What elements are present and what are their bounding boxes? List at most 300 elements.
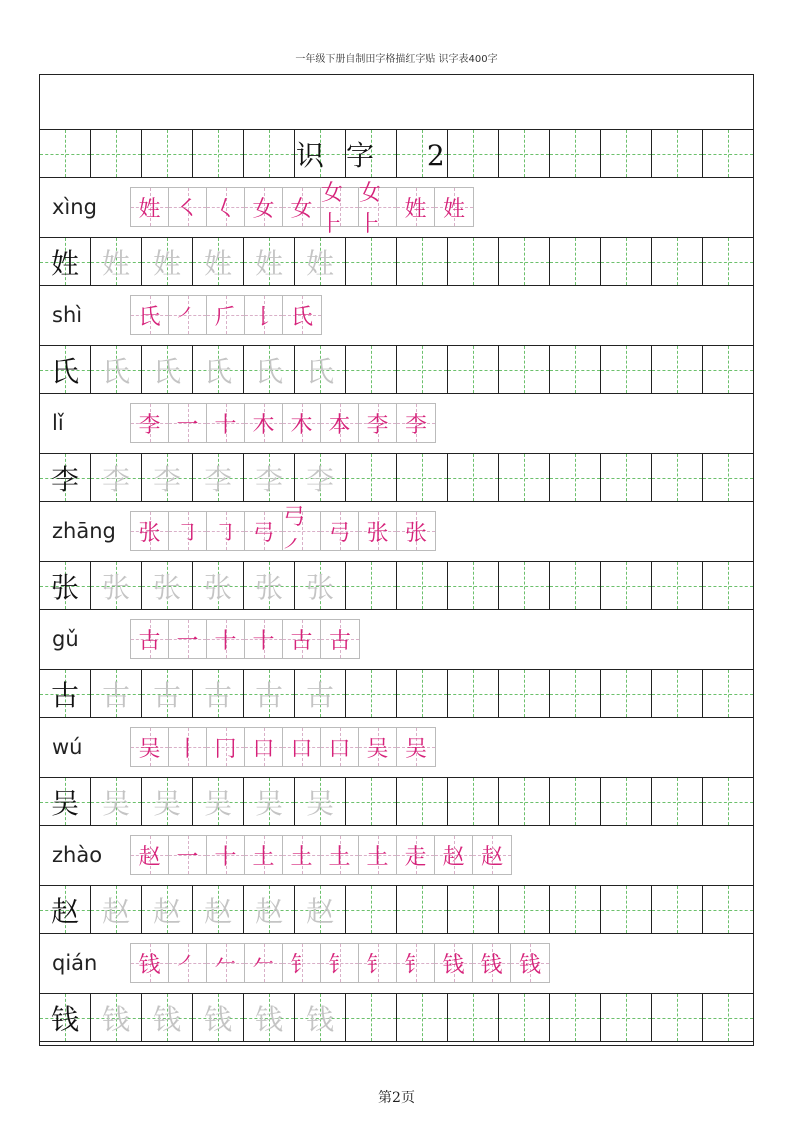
model-character: 李 — [50, 462, 79, 496]
lesson-title: 识字 2 — [296, 138, 467, 172]
model-character: 古 — [50, 678, 79, 712]
stroke-step — [245, 512, 283, 550]
stroke-step — [359, 944, 397, 982]
trace-character: 姓 — [254, 246, 283, 280]
trace-character: 赵 — [101, 894, 130, 928]
stroke-glyph: 木 — [252, 412, 275, 438]
trace-character: 氏 — [305, 354, 334, 388]
trace-character: 古 — [305, 678, 334, 712]
stroke-glyph: 十 — [214, 412, 237, 438]
trace-character-cell — [193, 670, 244, 717]
blank-practice-cell — [550, 994, 601, 1041]
grid-cell — [40, 130, 91, 177]
stroke-step — [131, 512, 169, 550]
blank-practice-cell — [703, 346, 753, 393]
blank-practice-cell — [601, 238, 652, 285]
stroke-glyph: 土 — [366, 844, 389, 870]
trace-character-cell — [193, 994, 244, 1041]
stroke-step — [131, 836, 169, 874]
model-character: 姓 — [50, 246, 79, 280]
blank-practice-cell — [652, 670, 703, 717]
stroke-step — [207, 728, 245, 766]
stroke-order-strip — [130, 505, 436, 561]
stroke-glyph: 古 — [138, 628, 161, 654]
pinyin-label: zhāng — [52, 519, 116, 543]
stroke-step — [397, 728, 435, 766]
stroke-glyph: 姓 — [404, 196, 427, 222]
model-character-cell — [40, 346, 91, 393]
stroke-step — [169, 296, 207, 334]
blank-practice-cell — [703, 238, 753, 285]
trace-character-cell — [193, 346, 244, 393]
stroke-step — [283, 505, 321, 561]
stroke-step — [169, 512, 207, 550]
stroke-step — [207, 620, 245, 658]
practice-grid-row — [40, 561, 753, 609]
stroke-step — [321, 512, 359, 550]
model-character-cell — [40, 670, 91, 717]
stroke-step — [245, 728, 283, 766]
trace-character: 李 — [101, 462, 130, 496]
stroke-step — [283, 836, 321, 874]
stroke-glyph: 吴 — [404, 736, 427, 762]
stroke-glyph: 十 — [214, 628, 237, 654]
stroke-step — [473, 944, 511, 982]
practice-grid-row — [40, 669, 753, 717]
trace-character-cell — [295, 778, 346, 825]
blank-practice-cell — [448, 454, 499, 501]
grid-cell — [91, 130, 142, 177]
stroke-glyph: 姓 — [442, 196, 465, 222]
practice-grid-row — [40, 453, 753, 501]
trace-character: 张 — [305, 570, 334, 604]
trace-character-cell — [142, 994, 193, 1041]
stroke-glyph: 土 — [290, 844, 313, 870]
stroke-step — [283, 620, 321, 658]
trace-character: 氏 — [152, 354, 181, 388]
stroke-glyph: 土 — [252, 844, 275, 870]
stroke-glyph: 张 — [404, 520, 427, 546]
stroke-glyph: 冂 — [214, 736, 237, 762]
stroke-step — [207, 404, 245, 442]
stroke-step — [435, 836, 473, 874]
blank-practice-cell — [601, 994, 652, 1041]
trace-character-cell — [244, 778, 295, 825]
trace-character: 吴 — [254, 786, 283, 820]
grid-cell — [193, 130, 244, 177]
stroke-step — [359, 836, 397, 874]
trace-character: 古 — [254, 678, 283, 712]
trace-character-cell — [142, 238, 193, 285]
trace-character: 吴 — [203, 786, 232, 820]
blank-practice-cell — [397, 994, 448, 1041]
trace-character: 钱 — [152, 1002, 181, 1036]
blank-practice-cell — [703, 994, 753, 1041]
stroke-order-strip — [130, 295, 322, 335]
stroke-step — [131, 620, 169, 658]
trace-character: 李 — [203, 462, 232, 496]
grid-cell — [550, 130, 601, 177]
stroke-step — [207, 188, 245, 226]
blank-practice-cell — [652, 454, 703, 501]
trace-character: 李 — [152, 462, 181, 496]
trace-character-cell — [193, 562, 244, 609]
model-character: 吴 — [50, 786, 79, 820]
trace-character-cell — [91, 886, 142, 933]
stroke-glyph: 𠂆 — [214, 304, 237, 330]
stroke-glyph: 女 — [252, 196, 275, 222]
stroke-step — [283, 404, 321, 442]
stroke-glyph: 女 — [290, 196, 313, 222]
stroke-step — [283, 728, 321, 766]
grid-cell — [499, 130, 550, 177]
trace-character: 氏 — [203, 354, 232, 388]
blank-practice-cell — [499, 562, 550, 609]
trace-character-cell — [193, 778, 244, 825]
stroke-step — [283, 188, 321, 226]
blank-practice-cell — [703, 778, 753, 825]
stroke-glyph: 吴 — [138, 736, 161, 762]
trace-character: 钱 — [254, 1002, 283, 1036]
stroke-glyph: 弓㇒ — [283, 505, 306, 561]
stroke-step — [321, 620, 359, 658]
trace-character-cell — [244, 670, 295, 717]
stroke-glyph: 钱 — [518, 952, 541, 978]
stroke-glyph: ㇆ — [176, 520, 199, 546]
stroke-step — [169, 620, 207, 658]
trace-character: 吴 — [152, 786, 181, 820]
trace-character: 张 — [101, 570, 130, 604]
model-character: 赵 — [50, 894, 79, 928]
stroke-step — [397, 404, 435, 442]
stroke-glyph: 古 — [328, 628, 351, 654]
page-number: 第2页 — [378, 1090, 415, 1106]
stroke-glyph: 吴 — [366, 736, 389, 762]
trace-character: 姓 — [305, 246, 334, 280]
stroke-step — [207, 296, 245, 334]
grid-cell — [652, 130, 703, 177]
trace-character-cell — [142, 886, 193, 933]
blank-practice-cell — [601, 670, 652, 717]
blank-practice-cell — [652, 778, 703, 825]
trace-character-cell — [244, 346, 295, 393]
pinyin-label: wú — [52, 735, 83, 759]
trace-character: 姓 — [152, 246, 181, 280]
model-character: 钱 — [50, 1002, 79, 1036]
model-character: 张 — [50, 570, 79, 604]
model-character-cell — [40, 994, 91, 1041]
stroke-order-strip — [130, 181, 474, 237]
stroke-glyph: 张 — [366, 520, 389, 546]
trace-character: 张 — [254, 570, 283, 604]
pinyin-row — [40, 825, 753, 885]
trace-character: 赵 — [254, 894, 283, 928]
trace-character: 姓 — [101, 246, 130, 280]
stroke-glyph: 钱 — [480, 952, 503, 978]
stroke-glyph: 女⺊ — [321, 181, 344, 237]
blank-practice-cell — [550, 454, 601, 501]
blank-practice-cell — [448, 238, 499, 285]
stroke-glyph: 氏 — [138, 304, 161, 330]
trace-character: 吴 — [305, 786, 334, 820]
trace-character-cell — [244, 994, 295, 1041]
trace-character-cell — [244, 562, 295, 609]
stroke-step — [245, 620, 283, 658]
trace-character-cell — [193, 238, 244, 285]
pinyin-label: qián — [52, 951, 98, 975]
blank-practice-cell — [601, 778, 652, 825]
trace-character-cell — [91, 562, 142, 609]
trace-character-cell — [295, 562, 346, 609]
trace-character: 钱 — [203, 1002, 232, 1036]
blank-practice-cell — [550, 238, 601, 285]
stroke-step — [397, 188, 435, 226]
blank-practice-cell — [397, 562, 448, 609]
pinyin-label: gǔ — [52, 627, 79, 651]
trace-character: 吴 — [101, 786, 130, 820]
blank-practice-cell — [448, 346, 499, 393]
trace-character: 李 — [254, 462, 283, 496]
grid-cell — [601, 130, 652, 177]
stroke-step — [321, 181, 359, 237]
trace-character-cell — [244, 454, 295, 501]
stroke-glyph: 钅 — [290, 952, 313, 978]
stroke-glyph: 一 — [176, 628, 199, 654]
trace-character-cell — [91, 346, 142, 393]
trace-character: 氏 — [101, 354, 130, 388]
stroke-glyph: ㇆ — [214, 520, 237, 546]
practice-grid-row — [40, 885, 753, 933]
blank-practice-cell — [703, 562, 753, 609]
stroke-glyph: 钱 — [442, 952, 465, 978]
trace-character-cell — [295, 346, 346, 393]
stroke-step — [283, 296, 321, 334]
trace-character-cell — [295, 886, 346, 933]
practice-grid-row — [40, 237, 753, 285]
blank-practice-cell — [550, 670, 601, 717]
blank-practice-cell — [448, 670, 499, 717]
stroke-glyph: 张 — [138, 520, 161, 546]
pinyin-label: shì — [52, 303, 83, 327]
stroke-step — [245, 836, 283, 874]
trace-character-cell — [142, 778, 193, 825]
trace-character: 古 — [152, 678, 181, 712]
blank-practice-cell — [346, 238, 397, 285]
blank-practice-cell — [346, 778, 397, 825]
blank-practice-cell — [703, 670, 753, 717]
blank-practice-cell — [397, 778, 448, 825]
stroke-glyph: 口 — [252, 736, 275, 762]
stroke-order-strip — [130, 943, 550, 983]
trace-character-cell — [142, 346, 193, 393]
stroke-step — [245, 944, 283, 982]
trace-character-cell — [142, 454, 193, 501]
stroke-glyph: 本 — [328, 412, 351, 438]
blank-practice-cell — [499, 778, 550, 825]
trace-character: 赵 — [203, 894, 232, 928]
trace-character-cell — [142, 562, 193, 609]
pinyin-label: zhào — [52, 843, 103, 867]
trace-character-cell — [91, 778, 142, 825]
stroke-glyph: 口 — [328, 736, 351, 762]
blank-practice-cell — [346, 346, 397, 393]
grid-cell — [244, 130, 295, 177]
trace-character-cell — [91, 454, 142, 501]
model-character-cell — [40, 454, 91, 501]
stroke-step — [397, 944, 435, 982]
practice-grid-row — [40, 345, 753, 393]
stroke-step — [131, 404, 169, 442]
stroke-glyph: 弓 — [328, 520, 351, 546]
stroke-step — [359, 728, 397, 766]
blank-practice-cell — [448, 994, 499, 1041]
practice-sheet — [39, 74, 754, 1046]
trace-character: 李 — [305, 462, 334, 496]
stroke-glyph: 𠂉 — [252, 952, 275, 978]
trace-character: 张 — [203, 570, 232, 604]
stroke-glyph: ㇒ — [176, 304, 199, 330]
blank-practice-cell — [448, 778, 499, 825]
lesson-title-row — [40, 129, 753, 177]
stroke-glyph: 土 — [328, 844, 351, 870]
trace-character: 钱 — [101, 1002, 130, 1036]
stroke-glyph: 赵 — [138, 844, 161, 870]
trace-character-cell — [193, 886, 244, 933]
stroke-step — [511, 944, 549, 982]
trace-character-cell — [295, 670, 346, 717]
blank-practice-cell — [397, 670, 448, 717]
stroke-step — [207, 944, 245, 982]
stroke-step — [359, 404, 397, 442]
stroke-step — [283, 944, 321, 982]
trace-character: 赵 — [152, 894, 181, 928]
stroke-step — [245, 188, 283, 226]
stroke-glyph: ㇒ — [176, 952, 199, 978]
trace-character-cell — [244, 886, 295, 933]
stroke-glyph: 古 — [290, 628, 313, 654]
stroke-step — [131, 728, 169, 766]
stroke-step — [169, 404, 207, 442]
trace-character-cell — [244, 238, 295, 285]
practice-grid-row — [40, 777, 753, 825]
stroke-step — [397, 836, 435, 874]
grid-cell — [703, 130, 753, 177]
stroke-glyph: 李 — [366, 412, 389, 438]
blank-practice-cell — [346, 994, 397, 1041]
trace-character: 张 — [152, 570, 181, 604]
stroke-step — [321, 944, 359, 982]
blank-practice-cell — [397, 346, 448, 393]
trace-character-cell — [295, 994, 346, 1041]
blank-practice-cell — [601, 562, 652, 609]
stroke-step — [321, 728, 359, 766]
blank-practice-cell — [499, 670, 550, 717]
trace-character-cell — [295, 454, 346, 501]
blank-practice-cell — [601, 886, 652, 933]
stroke-step — [169, 728, 207, 766]
stroke-step — [131, 188, 169, 226]
stroke-glyph: 钅 — [328, 952, 351, 978]
blank-practice-cell — [550, 562, 601, 609]
blank-practice-cell — [703, 886, 753, 933]
blank-practice-cell — [652, 886, 703, 933]
stroke-step — [131, 944, 169, 982]
trace-character: 赵 — [305, 894, 334, 928]
blank-practice-cell — [346, 670, 397, 717]
model-character-cell — [40, 562, 91, 609]
stroke-glyph: 氏 — [290, 304, 313, 330]
blank-practice-cell — [601, 346, 652, 393]
pinyin-row — [40, 393, 753, 453]
model-character: 氏 — [50, 354, 79, 388]
stroke-order-strip — [130, 727, 436, 767]
blank-practice-cell — [652, 238, 703, 285]
grid-cell — [142, 130, 193, 177]
blank-practice-cell — [499, 994, 550, 1041]
trace-character-cell — [91, 994, 142, 1041]
trace-character: 姓 — [203, 246, 232, 280]
stroke-glyph: 姓 — [138, 196, 161, 222]
stroke-step — [207, 836, 245, 874]
trace-character: 钱 — [305, 1002, 334, 1036]
trace-character-cell — [193, 454, 244, 501]
blank-practice-cell — [397, 886, 448, 933]
stroke-glyph: 赵 — [442, 844, 465, 870]
stroke-glyph: 钅 — [366, 952, 389, 978]
blank-practice-cell — [652, 346, 703, 393]
blank-practice-cell — [448, 562, 499, 609]
trace-character-cell — [91, 670, 142, 717]
stroke-step — [321, 404, 359, 442]
stroke-step — [169, 944, 207, 982]
blank-practice-cell — [550, 886, 601, 933]
stroke-glyph: 木 — [290, 412, 313, 438]
model-character-cell — [40, 886, 91, 933]
stroke-step — [435, 944, 473, 982]
trace-character-cell — [142, 670, 193, 717]
stroke-step — [245, 404, 283, 442]
model-character-cell — [40, 238, 91, 285]
blank-practice-cell — [397, 238, 448, 285]
pinyin-row — [40, 177, 753, 237]
stroke-step — [359, 181, 397, 237]
stroke-glyph: 一 — [176, 412, 199, 438]
blank-practice-cell — [652, 562, 703, 609]
stroke-glyph: 𠂉 — [214, 952, 237, 978]
stroke-glyph: 弓 — [252, 520, 275, 546]
trace-character-cell — [91, 238, 142, 285]
stroke-step — [245, 296, 283, 334]
stroke-step — [435, 188, 473, 226]
trace-character: 古 — [101, 678, 130, 712]
blank-practice-cell — [499, 886, 550, 933]
stroke-glyph: 𡿨 — [214, 196, 237, 222]
pinyin-row — [40, 501, 753, 561]
stroke-step — [131, 296, 169, 334]
stroke-glyph: 口 — [290, 736, 313, 762]
stroke-step — [473, 836, 511, 874]
stroke-glyph: 赵 — [480, 844, 503, 870]
pinyin-row — [40, 933, 753, 993]
stroke-glyph: 𠄌 — [252, 304, 275, 330]
pinyin-label: lǐ — [52, 411, 64, 435]
trace-character: 氏 — [254, 354, 283, 388]
blank-practice-cell — [550, 346, 601, 393]
trace-character: 古 — [203, 678, 232, 712]
blank-practice-cell — [499, 346, 550, 393]
pinyin-label: xìng — [52, 195, 97, 219]
stroke-order-strip — [130, 619, 360, 659]
